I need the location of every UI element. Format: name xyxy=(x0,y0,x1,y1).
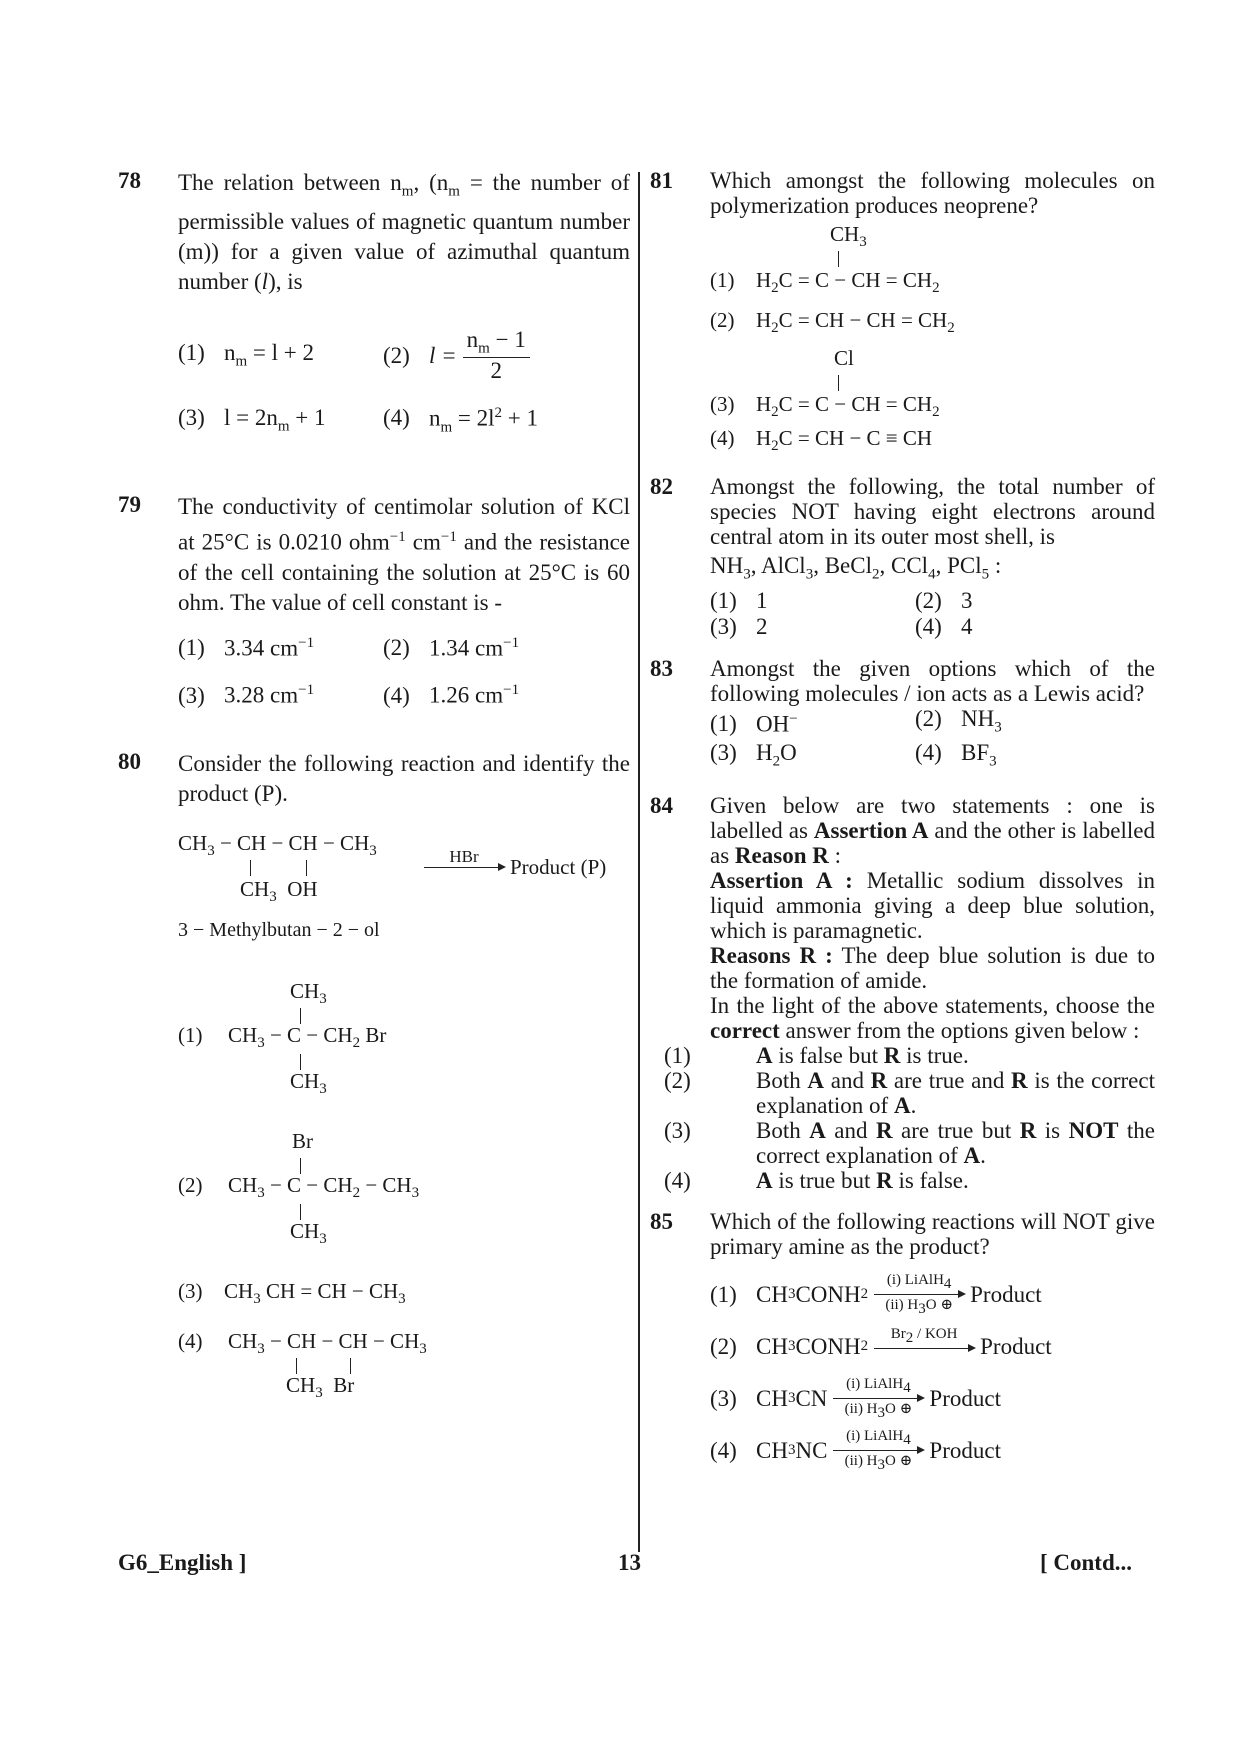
reaction-arrow: (i) LiAlH$_4$ (ii) $H_3O$ ⊕ xyxy=(833,1376,923,1421)
right-column xyxy=(650,168,1155,1477)
option-formula: (3) $H_2C = C$ − CH = $CH_2$ xyxy=(710,392,940,421)
option-3[interactable]: (3) 2 xyxy=(710,613,768,639)
options-85 xyxy=(710,1269,1155,1477)
question-text: Which amongst the following molecules on polymerization produces neoprene? xyxy=(710,168,1155,218)
reason: Reasons R : The deep blue solution is due to the formation of amide. xyxy=(710,942,1156,993)
question-text: Amongst the given options which of the following molecules / ion acts as a Lewis acid? xyxy=(710,655,1155,706)
question-intro: Given below are two statements : one is labelled as Assertion A and the other is labelled as Reason R : xyxy=(710,792,1155,868)
question-81 xyxy=(650,168,1155,460)
question-number: 84 xyxy=(650,792,673,818)
question-number: 85 xyxy=(650,1208,673,1234)
species-list: $NH_3$, AlCl$_3$, BeCl$_2$, CCl$_4$, PCl$_5$ : xyxy=(710,553,1002,583)
main-chain: $CH_3$ − CH − CH − $CH_3$ xyxy=(228,1328,427,1357)
reaction-arrow: HBr Product (P) xyxy=(418,849,606,886)
options-83 xyxy=(710,706,1155,775)
option-3[interactable]: (3) $l = 2n_m + 1$ xyxy=(178,404,326,435)
instruction: In the light of the above statements, choose the correct answer from the options given below : xyxy=(710,992,1155,1043)
option-4[interactable]: (4) $H_2C$ = CH − C ≡ CH xyxy=(710,426,933,455)
question-text: Amongst the following, the total number of species NOT having eight electrons around central atom in its outer most shell, is xyxy=(710,474,1155,549)
main-chain: $CH_3 - C - CH_2 - CH_3$ xyxy=(228,1172,420,1201)
question-text: Consider the following reaction and identify the product (P). xyxy=(178,750,630,806)
option-2[interactable]: (2) Br $CH_3 - C - CH_2 - CH_3$ $CH_3$ xyxy=(178,1128,420,1247)
question-78 xyxy=(118,168,630,436)
option-3[interactable]: Cl (3) $H_2C = C$ − CH = $CH_2$ xyxy=(710,346,940,421)
option-3[interactable]: (3) 3.28 $cm^{-1}$ xyxy=(178,682,315,708)
option-4[interactable]: (4) 4 xyxy=(915,613,973,639)
option-2[interactable]: (2) $NH_3$ xyxy=(915,705,1002,736)
reaction-arrow: (i) LiAlH$_4$ (ii) $H_3O$ ⊕ xyxy=(833,1428,923,1473)
option-4[interactable]: (4) $n_m = 2l^2 + 1$ xyxy=(383,404,539,435)
option-1[interactable]: (1) CH 3 CONH 2 (i) LiAlH$_4$ (ii) $H_3O$ ⊕ Product xyxy=(710,1272,1042,1318)
question-text: The relation between $n_m$, ($n_m$ = the number of permissible values of magnetic quantum number (m)) for a given value of azimuthal quantum number (l), is xyxy=(178,170,630,294)
option-formula: (1) $H_2C = C$ − CH = $CH_2$ xyxy=(710,268,940,297)
reactant-substituents: $CH_3$ OH xyxy=(240,876,318,905)
option-2[interactable]: (2) $H_2C$ = CH − CH = $CH_2$ xyxy=(710,308,955,337)
question-number: 79 xyxy=(118,491,141,517)
option-2[interactable]: (2) 3 xyxy=(915,587,973,613)
options-84 xyxy=(664,1042,1156,1193)
options-78b xyxy=(178,405,630,436)
reactant-main-chain: $CH_3$ − CH − CH − $CH_3$ xyxy=(178,830,377,859)
question-number: 81 xyxy=(650,168,673,193)
substituent-top: $CH_3$ xyxy=(290,978,327,1007)
footer-contd: [ Contd... xyxy=(1040,1550,1133,1575)
option-2[interactable]: (2) Both A and R are true and R is the correct explanation of A. xyxy=(664,1067,1155,1118)
options-79 xyxy=(178,630,630,709)
reaction-arrow: $Br_2$ / KOH xyxy=(874,1326,974,1367)
option-1[interactable]: (1) $CH_3$ $CH_3 - C - CH_2$ Br $CH_3$ xyxy=(178,978,387,1097)
option-4[interactable]: (4) A is true but R is false. xyxy=(664,1167,969,1193)
question-text: The conductivity of centimolar solution of KCl at 25°C is 0.0210 ohm$^{-1}$ $cm^{-1}$ and the resistance of the cell containing the solution at 25°C is 60 ohm. The value of cell constant is - xyxy=(178,493,631,615)
question-number: 78 xyxy=(118,168,141,193)
question-80 xyxy=(118,749,630,1409)
reactant-name: 3 − Methylbutan − 2 − ol xyxy=(178,918,380,941)
left-column xyxy=(118,168,630,1409)
option-3[interactable]: (3) $H_2O$ xyxy=(710,740,797,770)
reaction-arrow: (i) LiAlH$_4$ (ii) $H_3O$ ⊕ xyxy=(874,1272,964,1317)
substituent-bottom: $CH_3$ xyxy=(290,1068,327,1097)
question-83 xyxy=(650,656,1155,775)
option-2[interactable]: (2) CH 3 CONH 2 $Br_2$ / KOH Product xyxy=(710,1321,1155,1373)
option-3[interactable]: (3) Both A and R are true but R is NOT the correct explanation of A. xyxy=(664,1117,1156,1168)
option-1[interactable]: (1) $n_m = l + 2$ xyxy=(178,340,315,370)
option-1[interactable]: (1) A is false but R is true. xyxy=(664,1042,969,1068)
question-number: 83 xyxy=(650,655,673,681)
question-number: 80 xyxy=(118,748,141,774)
reaction-scheme xyxy=(178,831,630,951)
option-2[interactable]: (2) l = $\frac{n_m - 1}{2}$ xyxy=(383,327,683,385)
option-4[interactable]: (4) 1.26 $cm^{-1}$ xyxy=(383,682,520,708)
question-84 xyxy=(650,793,1155,1193)
question-79 xyxy=(118,492,630,709)
assertion: Assertion A : Metallic sodium dissolves in liquid ammonia giving a deep blue solution, which is paramagnetic. xyxy=(710,867,1155,943)
question-82 xyxy=(650,474,1155,640)
question-number: 82 xyxy=(650,474,673,499)
options-82 xyxy=(710,588,1155,640)
option-4[interactable]: (4) CH 3 NC (i) LiAlH$_4$ (ii) $H_3O$ ⊕ Product xyxy=(710,1428,1001,1474)
option-1[interactable] xyxy=(710,218,1155,308)
option-1[interactable]: (1) OH− xyxy=(710,710,798,737)
option-4[interactable]: (4) $BF_3$ xyxy=(915,740,997,770)
option-1[interactable]: (1) 3.34 $cm^{-1}$ xyxy=(178,634,315,661)
option-2[interactable]: (2) 1.34 $cm^{-1}$ xyxy=(383,634,520,661)
option-3[interactable]: (3) $CH_3$ CH = CH − $CH_3$ xyxy=(178,1278,406,1307)
option-1[interactable]: (1) 1 xyxy=(710,587,768,613)
footer-code: G6_English ] xyxy=(118,1550,247,1575)
page-number: 13 xyxy=(618,1550,641,1575)
question-text: Which of the following reactions will NOT give primary amine as the product? xyxy=(710,1208,1155,1259)
options-78 xyxy=(178,321,630,391)
option-3[interactable]: (3) CH 3 CN (i) LiAlH$_4$ (ii) $H_3O$ ⊕ Product xyxy=(710,1376,1001,1422)
substituents: $CH_3$ Br xyxy=(286,1372,355,1401)
option-4[interactable]: (4) $CH_3$ − CH − CH − $CH_3$ $CH_3$ Br xyxy=(178,1328,427,1401)
substituent-top: $CH_3$ xyxy=(830,222,867,251)
substituent-bottom: $CH_3$ xyxy=(290,1218,327,1247)
question-85 xyxy=(650,1209,1155,1477)
main-chain: $CH_3 - C - CH_2$ Br xyxy=(228,1022,387,1051)
